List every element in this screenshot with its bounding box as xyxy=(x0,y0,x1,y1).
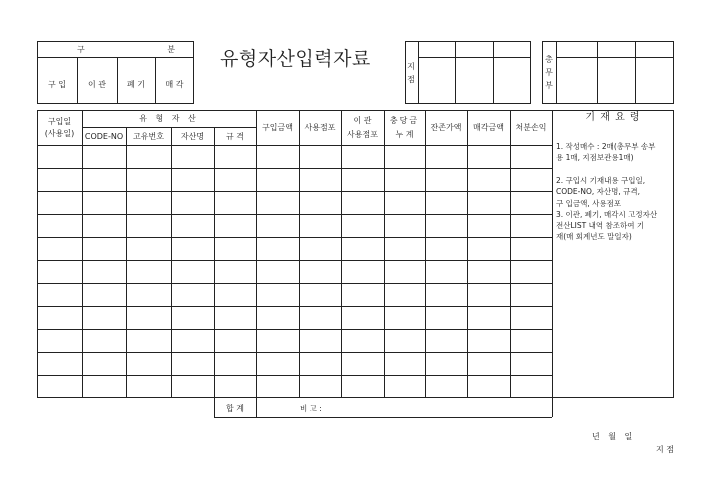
total-label: 합 계 xyxy=(226,404,244,413)
col-purchase-date: 구입일 xyxy=(47,117,72,126)
category-purchase: 구 입 xyxy=(48,80,66,89)
col-purchase-amount: 구입금액 xyxy=(262,123,293,132)
divider xyxy=(467,110,468,398)
category-label: 구 분 xyxy=(77,45,215,54)
table-row-line xyxy=(37,260,552,261)
divider xyxy=(82,110,83,398)
divider xyxy=(552,110,553,417)
col-asset-name: 자산명 xyxy=(180,132,205,141)
col-serial-no: 고유번호 xyxy=(133,132,164,141)
col-purchase-date-sub: (사용일) xyxy=(44,129,75,138)
divider xyxy=(37,145,552,146)
instruction-line: 2. 구입시 기재내용 구입일, xyxy=(556,175,646,185)
table-row-line xyxy=(37,237,552,238)
instruction-line: CODE-NO, 자산명, 규격, xyxy=(556,187,641,197)
branch-line: 지 점 xyxy=(656,445,674,454)
divider xyxy=(82,127,256,128)
divider xyxy=(597,41,598,104)
col-remaining-value: 잔존가액 xyxy=(430,123,462,132)
general-affairs-label: 총무부 xyxy=(545,55,553,90)
divider xyxy=(384,110,385,398)
instruction-line: 3. 이관, 폐기, 매각시 고정자산 xyxy=(556,209,658,219)
col-tangible-asset: 유 형 자 산 xyxy=(139,114,199,123)
table-row-line xyxy=(37,191,552,192)
table-row-line xyxy=(37,283,552,284)
instruction-line: 용 1매, 지점보관용1매) xyxy=(556,153,634,163)
divider xyxy=(418,41,419,104)
divider xyxy=(556,41,557,104)
category-sale: 매 각 xyxy=(165,80,184,89)
remarks-label: 비 고 : xyxy=(300,404,322,413)
divider xyxy=(425,110,426,398)
table-row-line xyxy=(37,329,552,330)
table-row-line xyxy=(37,214,552,215)
col-transfer: 이 관 xyxy=(353,116,372,125)
divider xyxy=(455,41,456,104)
divider xyxy=(37,57,194,58)
col-reserve: 충당금 xyxy=(389,116,420,125)
instruction-line: 재(매 회계년도 말일자) xyxy=(556,232,632,242)
col-transfer-sub: 사용점포 xyxy=(347,130,378,139)
instruction-line: 전산LIST 내역 참조하여 기 xyxy=(556,221,645,231)
col-reserve-sub: 누 계 xyxy=(395,130,414,139)
category-transfer: 이 관 xyxy=(88,80,106,89)
instructions-title: 기 재 요 령 xyxy=(585,112,641,123)
divider xyxy=(510,110,511,398)
divider xyxy=(214,127,215,417)
category-disposal: 폐 기 xyxy=(127,80,145,89)
col-sale-amount: 매각금액 xyxy=(473,123,504,132)
col-spec: 규 격 xyxy=(226,132,244,141)
col-use-branch: 사용점포 xyxy=(304,123,336,132)
divider xyxy=(418,57,531,58)
col-disposal-gain: 처분손익 xyxy=(515,123,547,132)
divider xyxy=(256,110,257,417)
table-row-line xyxy=(37,306,552,307)
divider xyxy=(635,41,636,104)
table-row-line xyxy=(37,375,552,376)
divider xyxy=(214,417,552,418)
table-row-line xyxy=(37,352,552,353)
col-code-no: CODE-NO xyxy=(84,132,124,141)
date-line: 년 월 일 xyxy=(592,432,633,441)
instruction-line: 구 입금액, 사용점포 xyxy=(556,198,622,208)
page-title: 유형자산입력자료 xyxy=(220,48,371,70)
divider xyxy=(299,110,300,398)
branch-approval-box xyxy=(405,41,531,104)
divider xyxy=(493,41,494,104)
branch-approval-label: 지점 xyxy=(407,62,415,84)
divider xyxy=(341,110,342,398)
divider xyxy=(556,57,674,58)
instruction-line: 1. 작성매수 : 2매(총무부 송부 xyxy=(556,142,656,151)
general-affairs-approval-box xyxy=(542,41,674,104)
table-row-line xyxy=(37,168,552,169)
